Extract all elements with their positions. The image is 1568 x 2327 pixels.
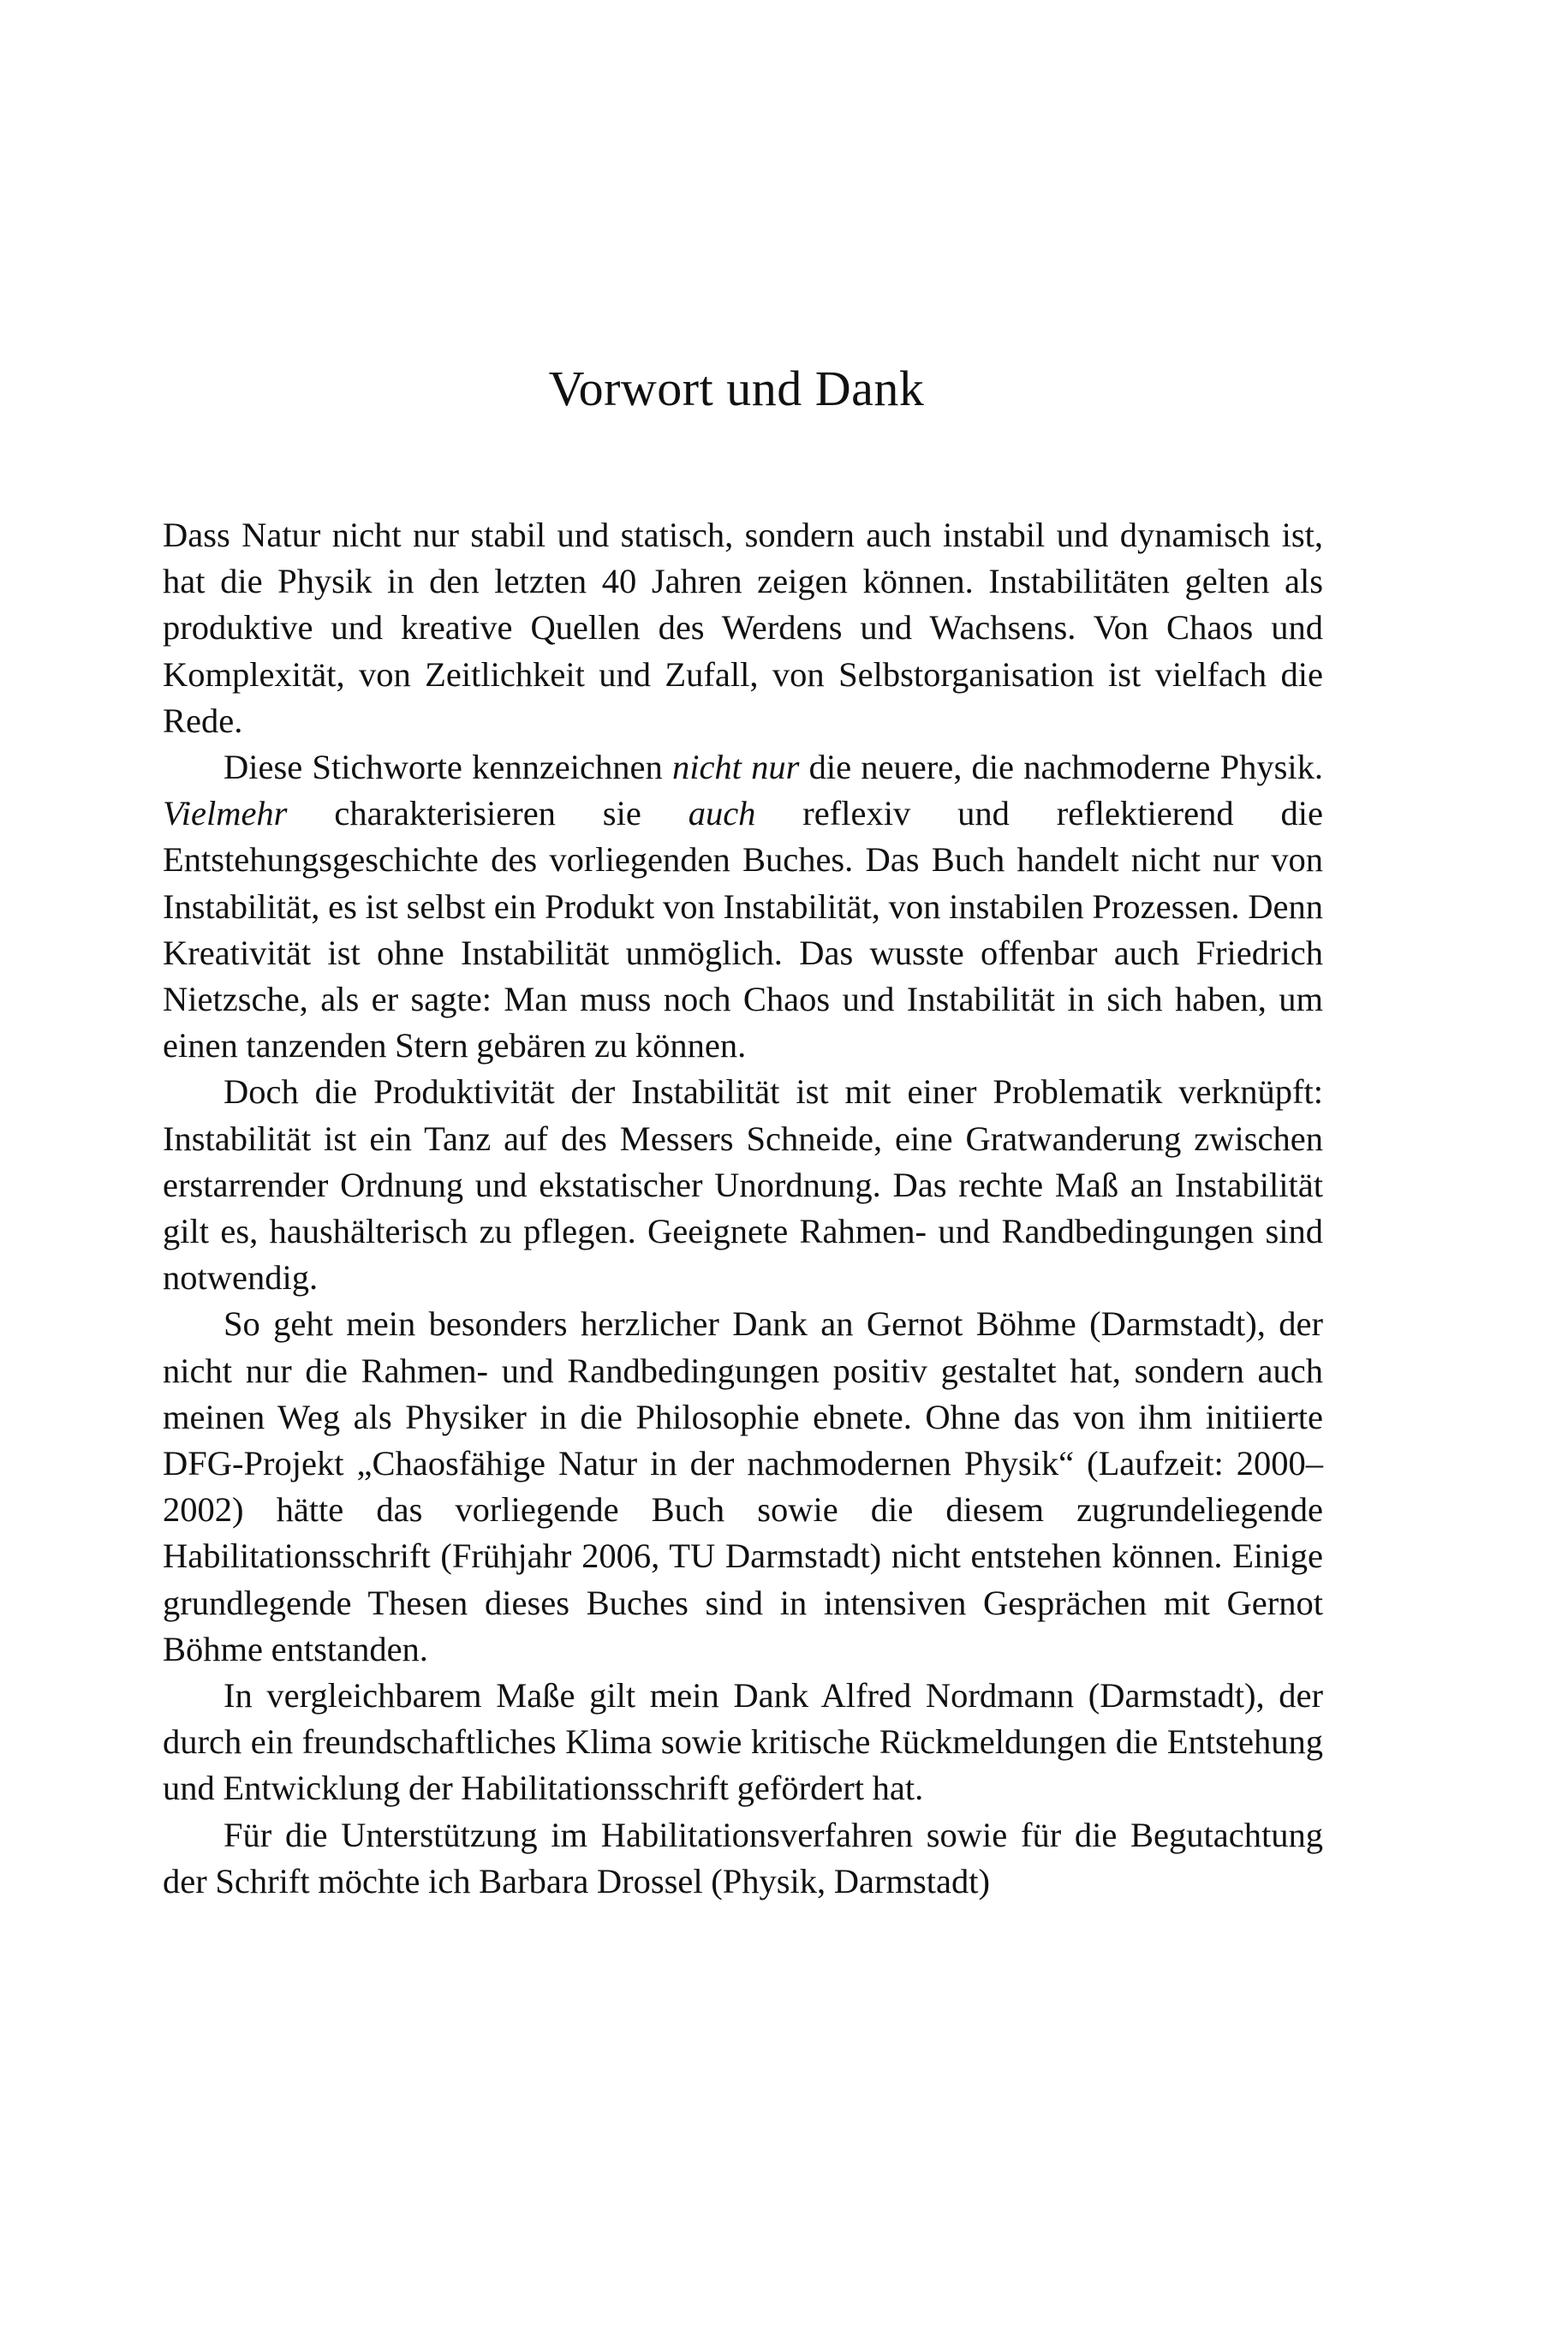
chapter-title: Vorwort und Dank (548, 361, 925, 416)
text-run: die neuere, die nachmoderne Physik. (799, 748, 1323, 787)
paragraph-6 (163, 1812, 1323, 1905)
text-run: Doch die Produktivität der Instabilität ist mit einer Problematik verknüpft: Instabilität ist ein Tanz auf des Messers Schneide, eine Gratwanderung zwischen erstarrender Ordnung und ekstatischer Unordnung. Das rechte Maß an Instabilität gilt es, haushälterisch zu pflegen. Geeignete Rahmen- und Randbedingungen sind notwendig. (163, 1072, 1323, 1298)
text-run: Diese Stichworte kennzeichnen (224, 748, 672, 787)
paragraph-3 (163, 1069, 1323, 1301)
text-run: In vergleichbarem Maße gilt mein Dank Alfred Nordmann (Darmstadt), der durch ein freundschaftliches Klima sowie kritische Rückmeldungen die Entstehung und Entwicklung der Habilitationsschrift gefördert hat. (163, 1676, 1323, 1808)
emphasized-text: nicht nur (671, 748, 800, 787)
paragraph-2 (163, 744, 1323, 1069)
emphasized-text: auch (688, 794, 756, 833)
text-run: charakterisieren sie (287, 794, 689, 833)
paragraph-1 (163, 512, 1323, 744)
paragraph-4 (163, 1301, 1323, 1673)
emphasized-text: Vielmehr (163, 794, 288, 833)
paragraph-5 (163, 1673, 1323, 1812)
text-run: So geht mein besonders herzlicher Dank an Gernot Böhme (Darmstadt), der nicht nur die Rahmen- und Randbedingungen positiv gestaltet hat, sondern auch meinen Weg als Physiker in die Philosophie ebnete. Ohne das von ihm initiierte DFG-Projekt „Chaosfähige Natur in der nachmodernen Physik“ (Laufzeit: 2000–2002) hätte das vorliegende Buch sowie die diesem zugrundeliegende Habilitationsschrift (Frühjahr 2006, TU Darmstadt) nicht entstehen können. Einige grundlegende Thesen dieses Buches sind in intensiven Gesprächen mit Gernot Böhme entstanden. (163, 1304, 1323, 1668)
text-run: reflexiv und reflektierend die Entstehungsgeschichte des vorliegenden Buches. Das Buch handelt nicht nur von Instabilität, es ist selbst ein Produkt von Instabilität, von instabilen Prozessen. Denn Kreativität ist ohne Instabilität unmöglich. Das wusste offenbar auch Friedrich Nietzsche, als er sagte: Man muss noch Chaos und Instabilität in sich haben, um einen tanzenden Stern gebären zu können. (163, 794, 1323, 1065)
text-run: Für die Unterstützung im Habilitationsverfahren sowie für die Begutachtung der Schrift möchte ich Barbara Drossel (Physik, Darmstadt) (163, 1815, 1323, 1900)
text-run: Dass Natur nicht nur stabil und statisch, sondern auch instabil und dynamisch ist, hat die Physik in den letzten 40 Jahren zeigen können. Instabilitäten gelten als produktive und kreative Quellen des Werdens und Wachsens. Von Chaos und Komplexität, von Zeitlichkeit und Zufall, von Selbstorganisation ist vielfach die Rede. (163, 516, 1323, 740)
body-text (163, 512, 1323, 1905)
